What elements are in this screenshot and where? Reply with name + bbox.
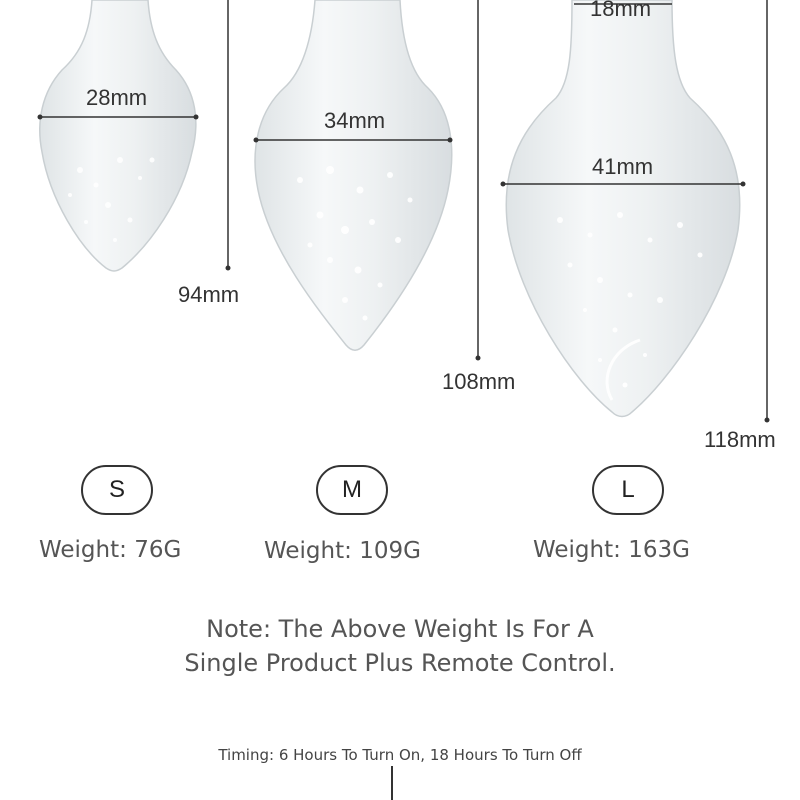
size-badge-l: L <box>592 465 664 515</box>
timing-text: Timing: 6 Hours To Turn On, 18 Hours To Turn Off <box>218 746 582 764</box>
small-plug-image <box>40 0 196 271</box>
note-line-2: Single Product Plus Remote Control. <box>184 649 616 677</box>
small-width-label: 28mm <box>86 85 148 110</box>
medium-weight: Weight: 109G <box>264 538 421 564</box>
divider-tick <box>391 766 393 800</box>
large-plug-image <box>506 0 740 417</box>
note-line-1: Note: The Above Weight Is For A <box>206 615 594 643</box>
large-weight: Weight: 163G <box>533 537 690 563</box>
medium-length-label: 108mm <box>442 369 516 394</box>
small-weight: Weight: 76G <box>39 537 182 563</box>
large-neck-label: 18mm <box>590 0 652 21</box>
large-length-label: 118mm <box>704 427 776 452</box>
large-width-label: 41mm <box>592 154 654 179</box>
size-badge-s: S <box>81 465 153 515</box>
medium-plug-image <box>255 0 452 350</box>
size-badge-m: M <box>316 465 388 515</box>
small-length-label: 94mm <box>178 282 240 307</box>
medium-width-label: 34mm <box>324 108 386 133</box>
